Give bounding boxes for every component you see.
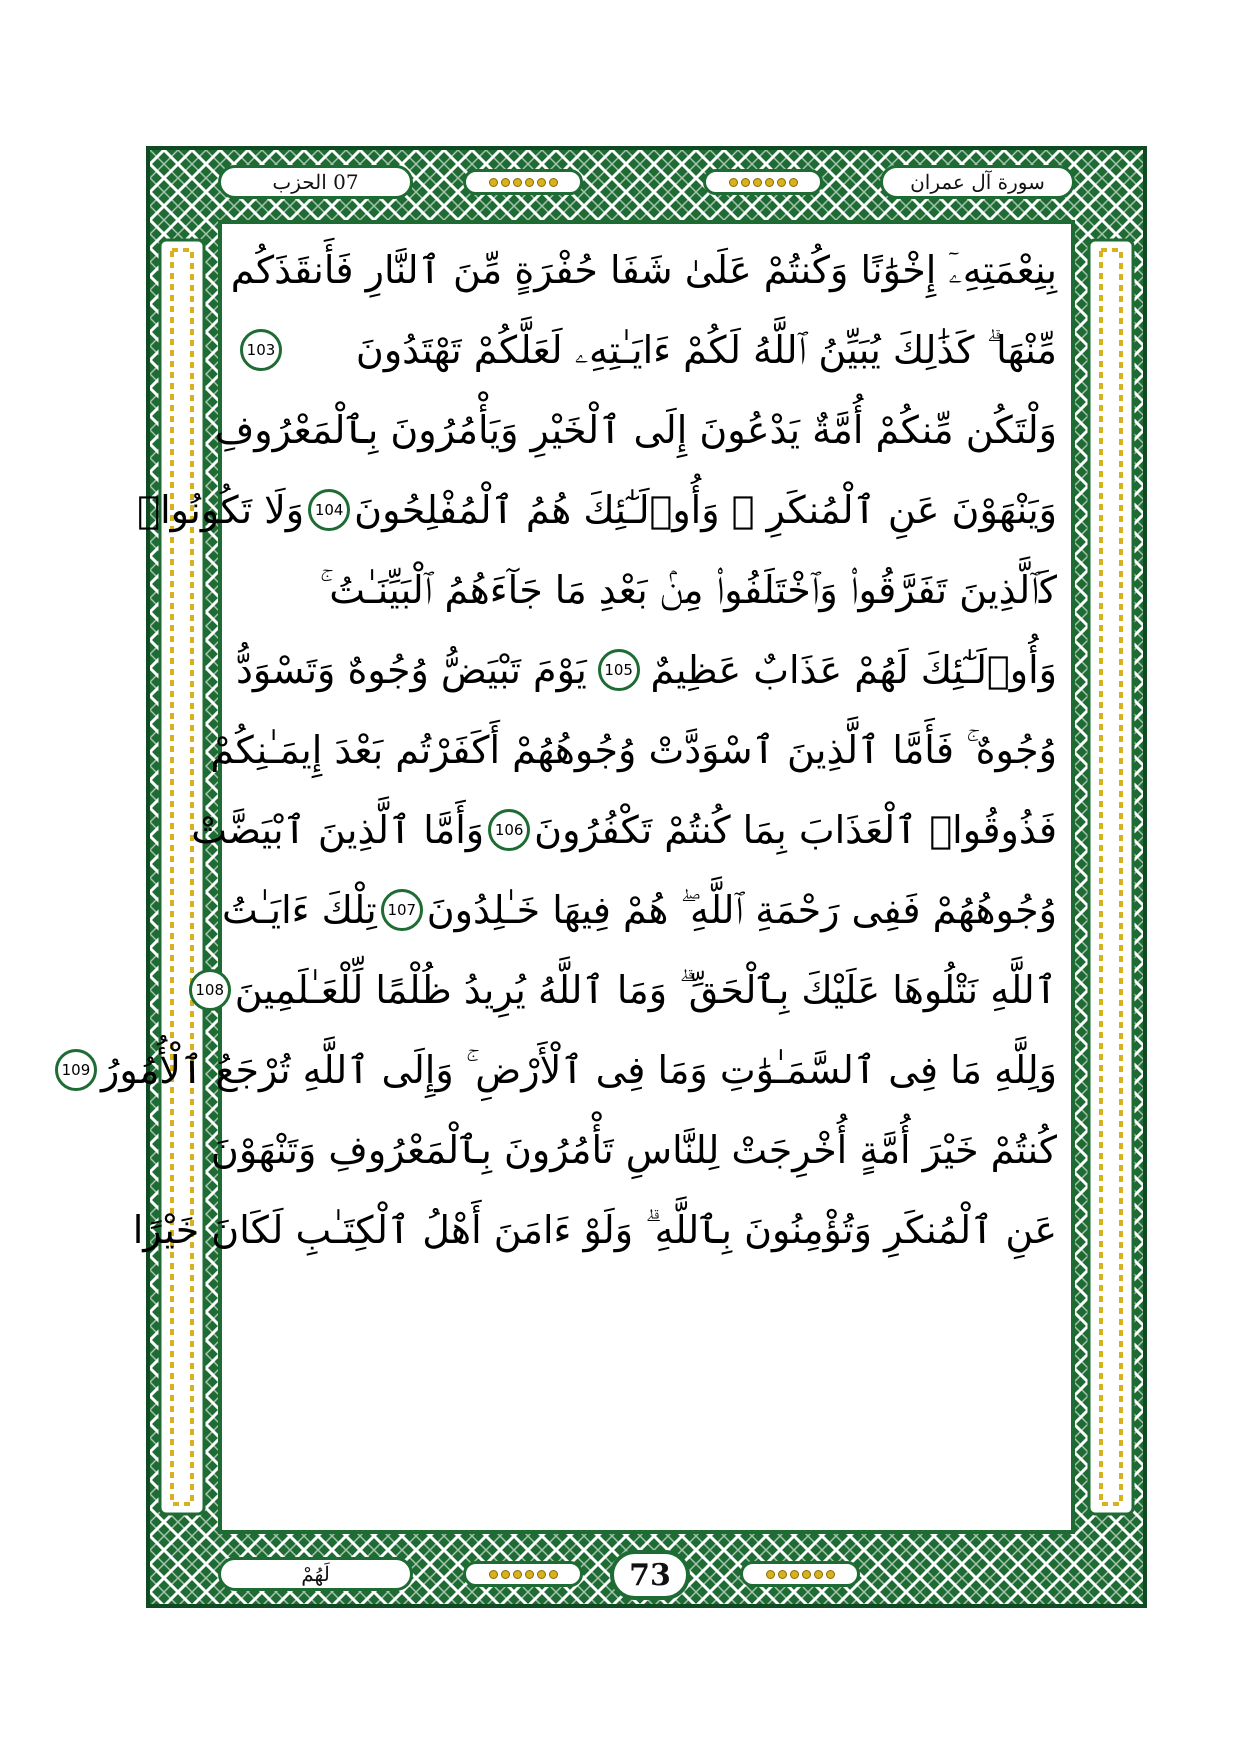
verse-text: وَلْتَكُن مِّنكُمْ أُمَّةٌ يَدْعُونَ إِلَى ٱلْخَيْرِ وَيَأْمُرُونَ بِٱلْمَعْرُوفِ bbox=[214, 408, 1057, 452]
text-line bbox=[236, 630, 1057, 710]
verse-text: يَوْمَ تَبْيَضُّ وُجُوهٌ وَتَسْوَدُّ bbox=[236, 648, 587, 692]
verse-text: عَنِ ٱلْمُنكَرِ وَتُؤْمِنُونَ بِٱللَّهِ ۗ وَلَوْ ءَامَنَ أَهْلُ ٱلْكِتَـٰبِ لَكَانَ خَيْرًا bbox=[132, 1207, 1057, 1252]
verse-text: وَأَمَّا ٱلَّذِينَ ٱبْيَضَّتْ bbox=[191, 808, 485, 852]
text-line bbox=[222, 870, 1057, 950]
ornamental-frame bbox=[61, 146, 1147, 1608]
verse-text: وَأُو۟لَـٰٓئِكَ لَهُمْ عَذَابٌ عَظِيمٌ bbox=[650, 648, 1057, 692]
text-line bbox=[132, 1190, 1057, 1270]
verse-text: كَٱلَّذِينَ تَفَرَّقُوا۟ وَٱخْتَلَفُوا۟ مِنۢ بَعْدِ مَا جَآءَهُمُ ٱلْبَيِّنَـٰتُ ۚ bbox=[319, 567, 1057, 612]
ayah-number-marker: 105 bbox=[598, 649, 640, 691]
hizb-label bbox=[218, 165, 413, 199]
hizb-number: 07 bbox=[333, 170, 359, 194]
ayah-number-marker: 104 bbox=[308, 489, 350, 531]
ayah-number-marker: 106 bbox=[488, 809, 530, 851]
verse-text: بِنِعْمَتِهِۦٓ إِخْوَٰنًا وَكُنتُمْ عَلَىٰ شَفَا حُفْرَةٍ مِّنَ ٱلنَّارِ فَأَنقَذَكُم bbox=[230, 247, 1057, 292]
verse-text: وُجُوهٌ ۚ فَأَمَّا ٱلَّذِينَ ٱسْوَدَّتْ وُجُوهُهُمْ أَكَفَرْتُم بَعْدَ إِيمَـٰنِكُمْ bbox=[210, 727, 1057, 772]
header-ornament-left bbox=[463, 169, 583, 195]
text-line bbox=[210, 710, 1057, 790]
footer-ornament-left bbox=[463, 1561, 583, 1587]
text-line bbox=[61, 1030, 1057, 1110]
ayah-number-marker: 103 bbox=[240, 329, 282, 371]
ayah-number-marker: 108 bbox=[189, 969, 231, 1011]
header-ornament-right bbox=[703, 169, 823, 195]
footer-ornament-right bbox=[740, 1561, 860, 1587]
text-line bbox=[210, 1110, 1057, 1190]
verse-text: تِلْكَ ءَايَـٰتُ bbox=[222, 888, 377, 932]
catchword: لَهُمْ bbox=[301, 1562, 330, 1586]
text-line bbox=[236, 550, 1057, 630]
verse-text: وُجُوهُهُمْ فَفِى رَحْمَةِ ٱللَّهِ ۖ هُمْ فِيهَا خَـٰلِدُونَ bbox=[426, 887, 1057, 932]
text-line bbox=[230, 230, 1057, 310]
text-line bbox=[214, 390, 1057, 470]
verse-text: كُنتُمْ خَيْرَ أُمَّةٍ أُخْرِجَتْ لِلنَّاسِ تَأْمُرُونَ بِٱلْمَعْرُوفِ وَتَنْهَوْنَ bbox=[210, 1128, 1057, 1172]
verse-text: وَيَنْهَوْنَ عَنِ ٱلْمُنكَرِ ۚ وَأُو۟لَـٰٓئِكَ هُمُ ٱلْمُفْلِحُونَ bbox=[354, 488, 1057, 532]
verse-text: مِّنْهَا ۗ كَذَٰلِكَ يُبَيِّنُ ٱللَّهُ لَكُمْ ءَايَـٰتِهِۦ لَعَلَّكُمْ تَهْتَدُونَ bbox=[355, 327, 1057, 372]
text-line bbox=[236, 310, 1057, 390]
ayah-number-marker: 107 bbox=[381, 889, 423, 931]
catchword-label bbox=[218, 1557, 413, 1591]
verse-text: وَلَا تَكُونُوا۟ bbox=[137, 488, 305, 532]
text-line bbox=[195, 950, 1057, 1030]
hizb-title: الحزب bbox=[272, 170, 327, 194]
page-number: 73 bbox=[610, 1550, 690, 1600]
verse-text: ٱللَّهِ نَتْلُوهَا عَلَيْكَ بِٱلْحَقِّ ۗ وَمَا ٱللَّهُ يُرِيدُ ظُلْمًا لِّلْعَـٰلَمِينَ bbox=[234, 967, 1057, 1012]
text-line bbox=[137, 470, 1057, 550]
text-panel bbox=[61, 220, 1075, 1534]
ayah-number-marker: 109 bbox=[55, 1049, 97, 1091]
text-line bbox=[191, 790, 1057, 870]
surah-name-label bbox=[880, 165, 1075, 199]
verse-text: وَلِلَّهِ مَا فِى ٱلسَّمَـٰوَٰتِ وَمَا فِى ٱلْأَرْضِ ۚ وَإِلَى ٱللَّهِ تُرْجَعُ ٱلْأُمُورُ bbox=[100, 1047, 1057, 1092]
surah-name: سورة آل عمران bbox=[910, 170, 1045, 194]
verse-text: فَذُوقُوا۟ ٱلْعَذَابَ بِمَا كُنتُمْ تَكْفُرُونَ bbox=[534, 808, 1057, 852]
